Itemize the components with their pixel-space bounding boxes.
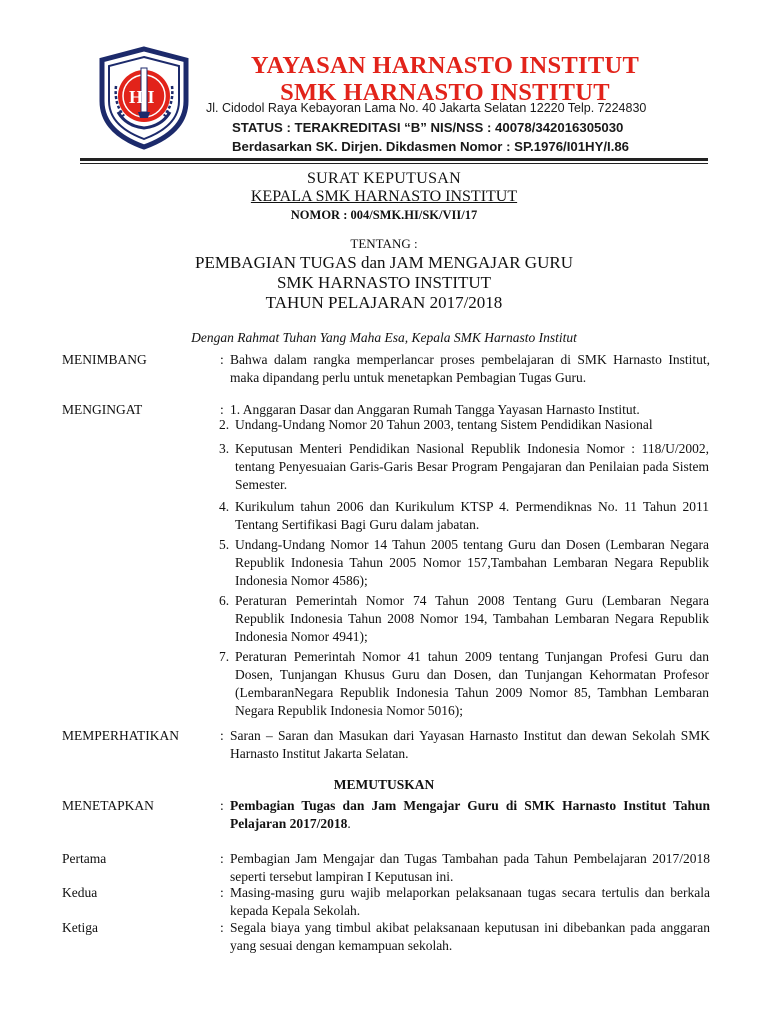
accreditation-status: STATUS : TERAKREDITASI “B” NIS/NSS : 40078/342016305030 — [232, 120, 624, 135]
subject-line-2: SMK HARNASTO INSTITUT — [276, 273, 492, 292]
list-item-first: 1. Anggaran Dasar dan Anggaran Rumah Tangga Yayasan Harnasto Institut. — [230, 402, 640, 417]
item-text: Kurikulum tahun 2006 dan Kurikulum KTSP 4. Permendiknas No. 11 Tahun 2011 Tentang Sertifikasi Bagi Guru dalam jabatan. — [235, 499, 709, 532]
item-text: Peraturan Pemerintah Nomor 41 tahun 2009 tentang Tunjangan Profesi Guru dan Dosen, Tunjangan Khusus Guru dan Dosen, dan Tunjangan Kehormatan Profesor (LembaranNegara Republik Indonesia Tahun 2009 Nomor 85, Tambhan Lembaran Negara Republik Indonesia Nomor 5016); — [235, 649, 709, 718]
list-item — [219, 416, 709, 434]
logo-lettering: H I — [129, 87, 155, 107]
shield-emblem-icon — [96, 46, 192, 150]
item-number: 6. — [219, 593, 230, 608]
list-item — [219, 536, 709, 590]
colon: : — [220, 885, 224, 900]
colon: : — [220, 798, 224, 813]
item-number: 3. — [219, 441, 230, 456]
decree-number: NOMOR : 004/SMK.HI/SK/VII/17 — [290, 208, 478, 222]
mengingat-list — [219, 416, 709, 720]
item-text: Peraturan Pemerintah Nomor 74 Tahun 2008 Tentang Guru (Lembaran Negara Republik Indonesia Tahun 2008 Nomor 194, Tambahan Lembaran Negara Republik Indonesia Nomor 4941); — [235, 593, 709, 644]
decree-title: SURAT KEPUTUSAN — [306, 170, 461, 187]
foundation-name: YAYASAN HARNASTO INSTITUT — [250, 52, 640, 79]
list-item — [219, 592, 709, 646]
section-label: Pertama — [62, 851, 107, 866]
list-item — [219, 648, 709, 720]
opening-statement: Dengan Rahmat Tuhan Yang Maha Esa, Kepala SMK Harnasto Institut — [191, 330, 577, 345]
colon: : — [220, 728, 224, 743]
section-text — [230, 797, 710, 833]
item-number: 4. — [219, 499, 230, 514]
item-text: Keputusan Menteri Pendidikan Nasional Republik Indonesia Nomor : 118/U/2002, tentang Penyesuaian Garis-Garis Besar Program Pengajaran dan Penilaian pada Sistem Semester. — [235, 441, 709, 492]
decision-end: . — [347, 816, 351, 831]
memutuskan-heading: MEMUTUSKAN — [333, 777, 435, 792]
school-logo — [96, 46, 192, 150]
section-label: MENGINGAT — [62, 402, 143, 417]
section-label: MEMPERHATIKAN — [62, 728, 180, 743]
item-number: 5. — [219, 537, 230, 552]
section-text: Pembagian Jam Mengajar dan Tugas Tambahan pada Tahun Pembelajaran 2017/2018 seperti tersebut lampiran I Keputusan ini. — [230, 851, 710, 884]
list-item — [219, 440, 709, 494]
decree-issuer: KEPALA SMK HARNASTO INSTITUT — [250, 188, 518, 205]
colon: : — [220, 352, 224, 367]
subject-line-1: PEMBAGIAN TUGAS dan JAM MENGAJAR GURU — [195, 253, 573, 272]
school-name: SMK HARNASTO INSTITUT — [280, 79, 610, 106]
item-text: Undang-Undang Nomor 20 Tahun 2003, tentang Sistem Pendidikan Nasional — [235, 417, 653, 432]
item-number: 7. — [219, 649, 230, 664]
section-text: Segala biaya yang timbul akibat pelaksanaan keputusan ini dibebankan pada anggaran yang sesuai dengan kemampuan sekolah. — [230, 920, 710, 953]
tentang-label: TENTANG : — [350, 236, 418, 251]
section-label: Ketiga — [62, 920, 98, 935]
item-text: Undang-Undang Nomor 14 Tahun 2005 tentang Guru dan Dosen (Lembaran Negara Republik Indonesia Tahun 2005 Nomor 157,Tambahan Lembaran Negara Republik Indonesia Nomor 4586); — [235, 537, 709, 588]
colon: : — [220, 851, 224, 866]
section-label: MENETAPKAN — [62, 798, 154, 813]
section-text: Masing-masing guru wajib melaporkan pelaksanaan tugas secara tertulis dan berkala kepada Kepala Sekolah. — [230, 885, 710, 918]
section-text: Bahwa dalam rangka memperlancar proses pembelajaran di SMK Harnasto Institut, maka dipandang perlu untuk menetapkan Pembagian Tugas Guru. — [230, 352, 710, 385]
item-number: 2. — [219, 417, 230, 432]
subject-line-3: TAHUN PELAJARAN 2017/2018 — [265, 293, 503, 312]
colon: : — [220, 920, 224, 935]
school-address: Jl. Cidodol Raya Kebayoran Lama No. 40 Jakarta Selatan 12220 Telp. 7224830 — [206, 101, 647, 115]
decision-text: Pembagian Tugas dan Jam Mengajar Guru di SMK Harnasto Institut Tahun Pelajaran 2017/2018 — [230, 798, 710, 831]
header-divider-thin — [80, 163, 708, 164]
list-item — [219, 498, 709, 534]
section-text: Saran – Saran dan Masukan dari Yayasan Harnasto Institut dan dewan Sekolah SMK Harnasto Institut Jakarta Selatan. — [230, 728, 710, 761]
sk-reference: Berdasarkan SK. Dirjen. Dikdasmen Nomor : SP.1976/I01HY/I.86 — [232, 139, 630, 154]
header-divider-thick — [80, 158, 708, 161]
section-label: Kedua — [62, 885, 98, 900]
letterhead — [200, 52, 690, 106]
colon: : — [220, 402, 224, 417]
section-label: MENIMBANG — [62, 352, 147, 367]
